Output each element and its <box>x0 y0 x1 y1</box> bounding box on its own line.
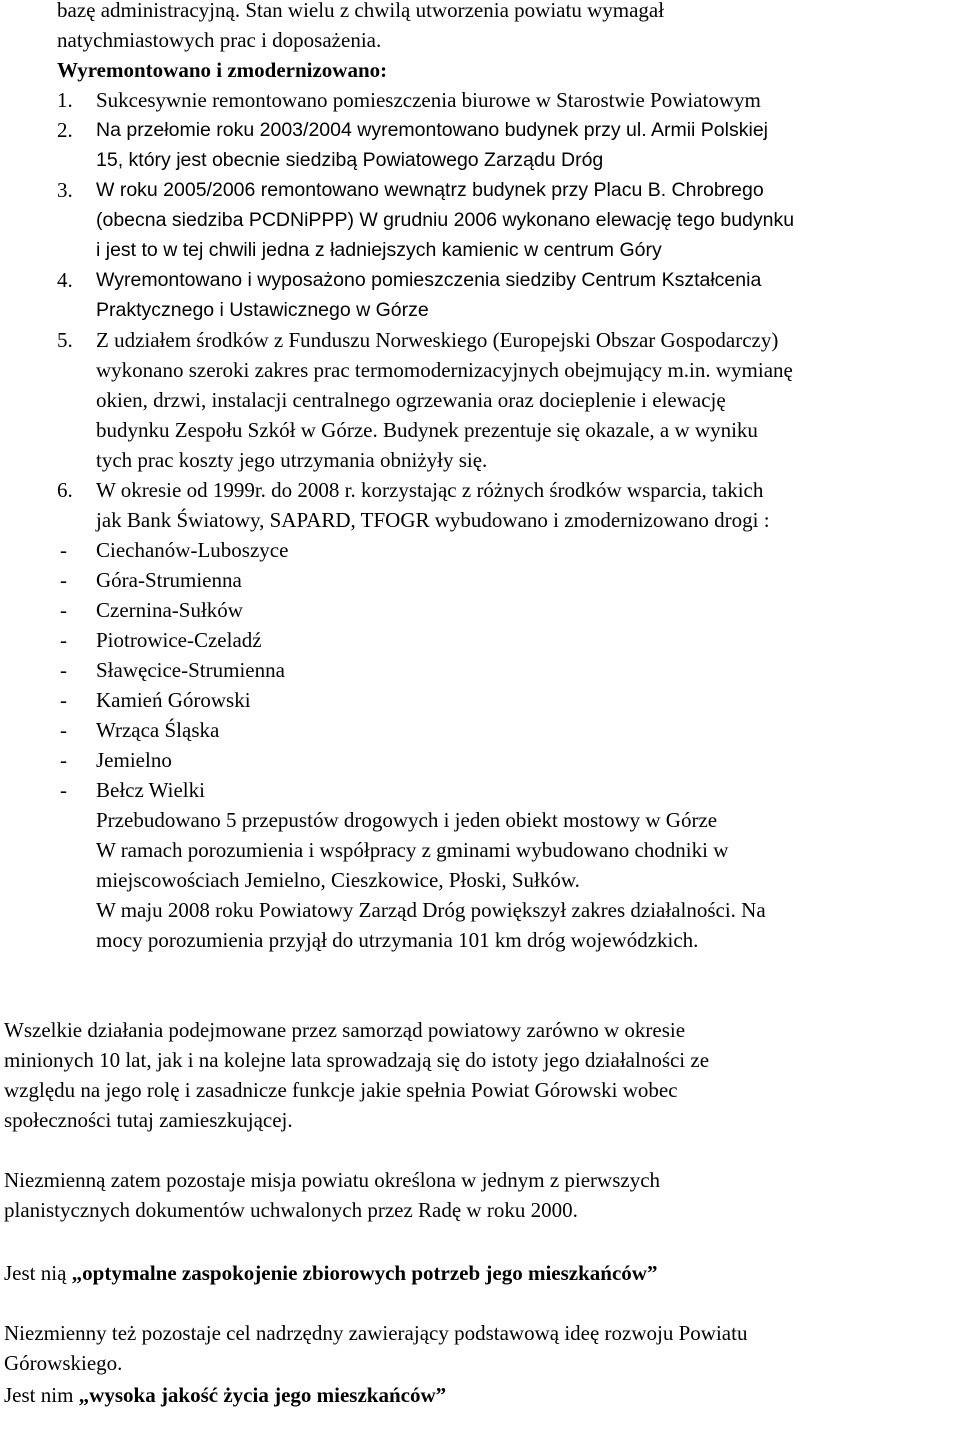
road-name: Czernina-Sułków <box>96 598 243 622</box>
item-number: 5. <box>57 328 73 352</box>
item-number: 2. <box>57 118 73 142</box>
paragraph-line: społeczności tutaj zamieszkującej. <box>4 1108 293 1132</box>
road-name: Sławęcice-Strumienna <box>96 658 285 682</box>
road-item <box>0 685 960 715</box>
item-line: W roku 2005/2006 remontowano wewnątrz budynek przy Placu B. Chrobrego <box>96 179 764 201</box>
item-line: Z udziałem środków z Funduszu Norweskiego (Europejski Obszar Gospodarczy) <box>96 328 779 352</box>
road-name: Wrząca Śląska <box>96 718 220 742</box>
road-name: Kamień Górowski <box>96 688 251 712</box>
list-item-6 <box>0 475 960 535</box>
goal-prefix: Jest nim <box>4 1383 79 1407</box>
item-number: 6. <box>57 478 73 502</box>
summary-line: W ramach porozumienia i współpracy z gminami wybudowano chodniki w <box>96 838 729 862</box>
item-number: 1. <box>57 88 73 112</box>
paragraph-line: planistycznych dokumentów uchwalonych przez Radę w roku 2000. <box>4 1198 578 1222</box>
item-line: jak Bank Światowy, SAPARD, TFOGR wybudowano i zmodernizowano drogi : <box>96 508 770 532</box>
summary-line: miejscowościach Jemielno, Cieszkowice, Płoski, Sułków. <box>96 868 580 892</box>
list-item-3 <box>0 175 960 265</box>
road-item <box>0 745 960 775</box>
item-line: Praktycznego i Ustawicznego w Górze <box>96 299 429 321</box>
summary-line: mocy porozumienia przyjął do utrzymania 101 km dróg wojewódzkich. <box>96 928 699 952</box>
road-name: Ciechanów-Luboszyce <box>96 538 289 562</box>
paragraph-line: Niezmienną zatem pozostaje misja powiatu określona w jednym z pierwszych <box>4 1168 661 1192</box>
item-line: Sukcesywnie remontowano pomieszczenia biurowe w Starostwie Powiatowym <box>96 88 761 112</box>
summary-line: Przebudowano 5 przepustów drogowych i jeden obiekt mostowy w Górze <box>96 808 718 832</box>
item-line: wykonano szeroki zakres prac termomodernizacyjnych obejmujący m.in. wymianę <box>96 358 793 382</box>
mission-statement <box>0 1258 960 1288</box>
mission-prefix: Jest nią <box>4 1261 72 1285</box>
item-line: Wyremontowano i wyposażono pomieszczenia siedziby Centrum Kształcenia <box>96 269 762 291</box>
road-name: Góra-Strumienna <box>96 568 242 592</box>
summary-line: W maju 2008 roku Powiatowy Zarząd Dróg powiększył zakres działalności. Na <box>96 898 766 922</box>
list-item-2 <box>0 115 960 175</box>
road-item <box>0 565 960 595</box>
paragraph-line: Wszelkie działania podejmowane przez samorząd powiatowy zarówno w okresie <box>4 1018 686 1042</box>
section-heading: Wyremontowano i zmodernizowano: <box>57 58 388 82</box>
road-item <box>0 715 960 745</box>
item-line: budynku Zespołu Szkół w Górze. Budynek prezentuje się okazale, a w wyniku <box>96 418 758 442</box>
paragraph-1 <box>0 1015 960 1135</box>
roads-summary <box>0 805 960 955</box>
goal-statement <box>0 1380 960 1410</box>
dash-bullet: - <box>60 628 67 652</box>
item-line: W okresie od 1999r. do 2008 r. korzystając z różnych środków wsparcia, takich <box>96 478 764 502</box>
dash-bullet: - <box>60 778 67 802</box>
list-item-5 <box>0 325 960 475</box>
item-line: Na przełomie roku 2003/2004 wyremontowano budynek przy ul. Armii Polskiej <box>96 119 768 141</box>
item-line: 15, który jest obecnie siedzibą Powiatowego Zarządu Dróg <box>96 149 604 171</box>
list-item-4 <box>0 265 960 325</box>
paragraph-line: Niezmienny też pozostaje cel nadrzędny zawierający podstawową ideę rozwoju Powiatu <box>4 1321 748 1345</box>
dash-bullet: - <box>60 568 67 592</box>
road-name: Piotrowice-Czeladź <box>96 628 262 652</box>
intro <box>0 0 960 85</box>
item-line: tych prac koszty jego utrzymania obniżyły się. <box>96 448 488 472</box>
road-item <box>0 595 960 625</box>
paragraph-line: względu na jego rolę i zasadnicze funkcje jakie spełnia Powiat Górowski wobec <box>4 1078 678 1102</box>
paragraph-2 <box>0 1165 960 1225</box>
item-line: i jest to w tej chwili jedna z ładniejszych kamienic w centrum Góry <box>96 239 662 261</box>
item-line: (obecna siedziba PCDNiPPP) W grudniu 2006 wykonano elewację tego budynku <box>96 209 795 231</box>
road-item <box>0 535 960 565</box>
dash-bullet: - <box>60 658 67 682</box>
mission-text: „optymalne zaspokojenie zbiorowych potrzeb jego mieszkańców” <box>71 1261 658 1285</box>
dash-bullet: - <box>60 718 67 742</box>
item-line: okien, drzwi, instalacji centralnego ogrzewania oraz docieplenie i elewację <box>96 388 726 412</box>
paragraph-3 <box>0 1318 960 1378</box>
goal-text: „wysoka jakość życia jego mieszkańców” <box>78 1383 447 1407</box>
road-item <box>0 625 960 655</box>
road-name: Jemielno <box>96 748 172 772</box>
dash-bullet: - <box>60 538 67 562</box>
road-item <box>0 775 960 805</box>
item-number: 4. <box>57 268 73 292</box>
road-item <box>0 655 960 685</box>
item-number: 3. <box>57 178 73 202</box>
paragraph-line: minionych 10 lat, jak i na kolejne lata sprowadzają się do istoty jego działalności ze <box>4 1048 710 1072</box>
list-item-1 <box>0 85 960 115</box>
dash-bullet: - <box>60 598 67 622</box>
dash-bullet: - <box>60 748 67 772</box>
roads-list <box>0 535 960 805</box>
intro-line-2: natychmiastowych prac i doposażenia. <box>57 28 382 52</box>
intro-line-1: bazę administracyjną. Stan wielu z chwilą utworzenia powiatu wymagał <box>57 0 665 22</box>
paragraph-line: Górowskiego. <box>4 1351 123 1375</box>
dash-bullet: - <box>60 688 67 712</box>
road-name: Bełcz Wielki <box>96 778 205 802</box>
